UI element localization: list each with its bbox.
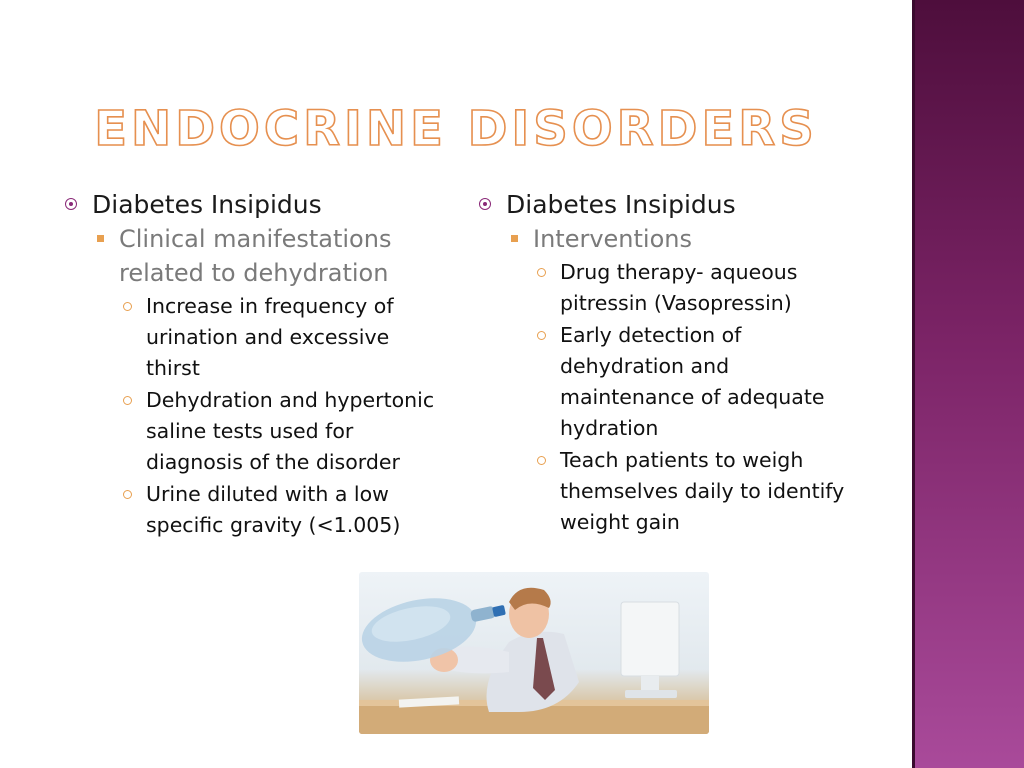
ring-bullet-icon <box>123 302 132 311</box>
ring-bullet-icon <box>537 268 546 277</box>
square-bullet-icon <box>97 235 104 242</box>
right-item-text: Early detection of dehydration and maintenance of adequate hydration <box>560 323 825 440</box>
right-subheading <box>476 222 856 256</box>
right-heading <box>476 188 856 222</box>
right-subheading-text: Interventions <box>533 225 692 253</box>
left-item-text: Dehydration and hypertonic saline tests used for diagnosis of the disorder <box>146 388 435 474</box>
left-item <box>62 291 442 384</box>
square-bullet-icon <box>511 235 518 242</box>
left-column <box>62 188 442 541</box>
decorative-side-bar <box>912 0 1024 768</box>
left-item-text: Urine diluted with a low specific gravity (<1.005) <box>146 482 401 537</box>
left-item <box>62 385 442 478</box>
left-heading <box>62 188 442 222</box>
man-drinking-from-water-jug-image <box>359 572 709 734</box>
left-item-text: Increase in frequency of urination and excessive thirst <box>146 294 394 380</box>
right-item-text: Teach patients to weigh themselves daily to identify weight gain <box>560 448 845 534</box>
ring-bullet-icon <box>537 331 546 340</box>
ring-bullet-icon <box>123 490 132 499</box>
left-subheading <box>62 222 442 290</box>
circle-bullet-icon <box>65 198 77 210</box>
right-item <box>476 257 856 319</box>
photo-illustration <box>359 572 709 734</box>
right-column <box>476 188 856 538</box>
right-item-text: Drug therapy- aqueous pitressin (Vasopressin) <box>560 260 798 315</box>
side-bar-edge <box>912 0 915 768</box>
left-heading-text: Diabetes Insipidus <box>92 190 322 219</box>
ring-bullet-icon <box>123 396 132 405</box>
ring-bullet-icon <box>537 456 546 465</box>
right-item <box>476 320 856 444</box>
slide-title: ENDOCRINE DISORDERS <box>94 101 818 157</box>
circle-bullet-icon <box>479 198 491 210</box>
left-item <box>62 479 442 541</box>
right-heading-text: Diabetes Insipidus <box>506 190 736 219</box>
right-item <box>476 445 856 538</box>
left-subheading-text: Clinical manifestations related to dehydration <box>119 225 392 287</box>
